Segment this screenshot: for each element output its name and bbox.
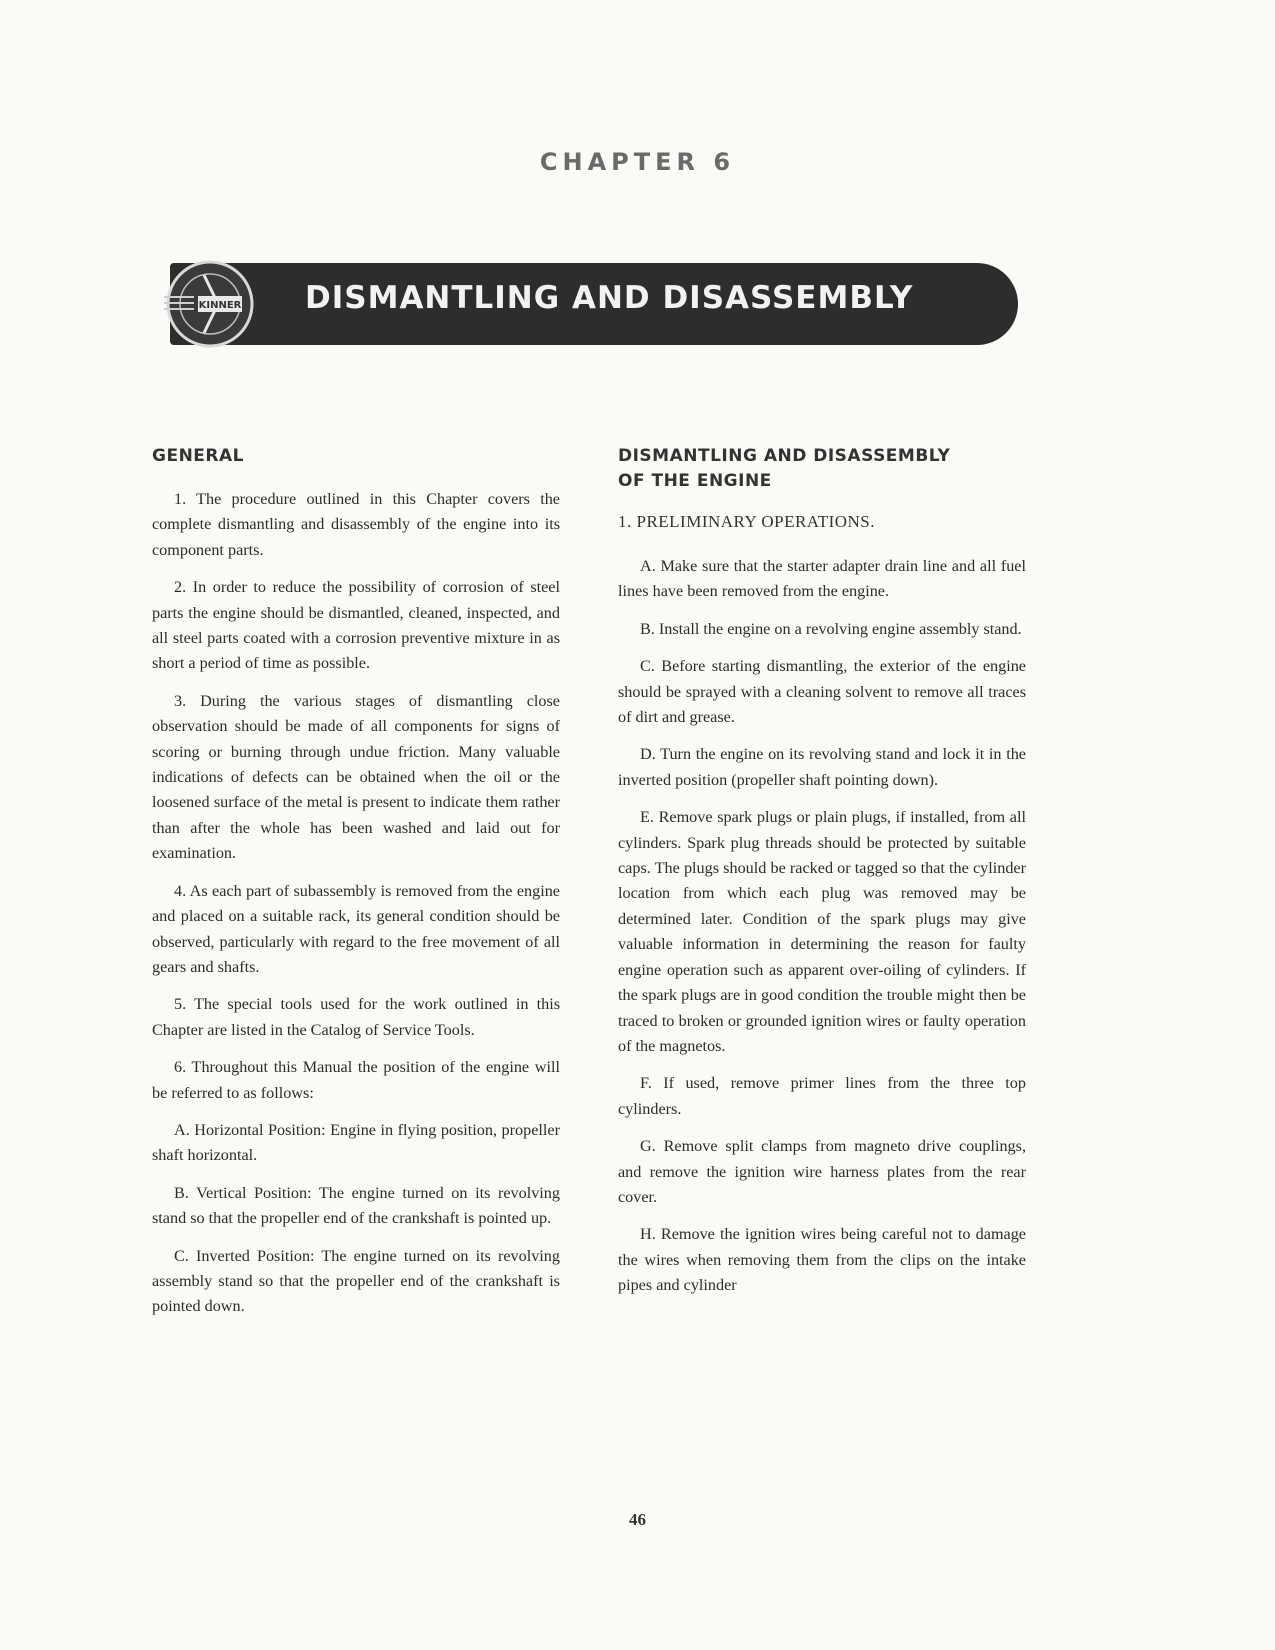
page-number: 46 (629, 1510, 646, 1529)
logo-text: KINNER (198, 300, 242, 311)
paragraph: 5. The special tools used for the work outlined in this Chapter are listed in the Catalog of Service Tools. (152, 995, 560, 1039)
step-item: E. Remove spark plugs or plain plugs, if installed, from all cylinders. Spark plug threads should be protected by suitable caps. The plugs should be racked or tagged so that the cylinder location from which each plug was removed may be determined later. Condition of the spark plugs may give valuable information in determining the reason for faulty engine operation such as apparent over-oiling of cylinders. If the spark plugs are in good condition the trouble might then be traced to broken or grounded ignition wires or faulty operation of the magnetos. (618, 808, 1026, 1055)
step-item: H. Remove the ignition wires being careful not to damage the wires when removing them from the clips on the intake pipes and cylinder (618, 1225, 1026, 1295)
heading-line: OF THE ENGINE (618, 471, 772, 491)
left-column (152, 444, 560, 1332)
section-heading-general: GENERAL (152, 446, 244, 466)
chapter-label: CHAPTER 6 (539, 148, 736, 176)
heading-line: DISMANTLING AND DISASSEMBLY (618, 446, 951, 466)
position-item: B. Vertical Position: The engine turned on its revolving stand so that the propeller end of the crankshaft is pointed up. (152, 1183, 560, 1228)
step-item: B. Install the engine on a revolving engine assembly stand. (640, 619, 1022, 638)
paragraph: 6. Throughout this Manual the position of the engine will be referred to as follows: (152, 1058, 560, 1102)
step-item: D. Turn the engine on its revolving stand and lock it in the inverted position (propeller shaft pointing down). (618, 745, 1026, 789)
section-heading-dismantling (618, 444, 1026, 494)
paragraph: 4. As each part of subassembly is removed from the engine and placed on a suitable rack, its general condition should be observed, particularly with regard to the free movement of all gears and shafts. (152, 881, 560, 976)
paragraph: 2. In order to reduce the possibility of corrosion of steel parts the engine should be dismantled, cleaned, inspected, and all steel parts coated with a corrosion preventive mixture in as short a period of time as possible. (152, 578, 560, 673)
position-item: A. Horizontal Position: Engine in flying position, propeller shaft horizontal. (152, 1120, 560, 1165)
chapter-title: DISMANTLING AND DISASSEMBLY (305, 280, 914, 316)
step-item: C. Before starting dismantling, the exterior of the engine should be sprayed with a cleaning solvent to remove all traces of dirt and grease. (618, 657, 1026, 727)
step-item: F. If used, remove primer lines from the three top cylinders. (618, 1074, 1026, 1118)
chapter-title-banner (170, 263, 1018, 345)
kinner-logo-icon (164, 259, 256, 349)
subheading-preliminary: 1. PRELIMINARY OPERATIONS. (618, 512, 876, 531)
position-item: C. Inverted Position: The engine turned on its revolving assembly stand so that the propeller end of the crankshaft is pointed down. (152, 1246, 560, 1316)
paragraph: 3. During the various stages of dismantling close observation should be made of all components for signs of scoring or burning through undue friction. Many valuable indications of defects can be obtained when the oil or the loosened surface of the metal is present to indicate them rather than after the whole has been washed and laid out for examination. (152, 691, 560, 863)
paragraph: 1. The procedure outlined in this Chapter covers the complete dismantling and disassembly of the engine into its component parts. (152, 490, 560, 559)
step-item: A. Make sure that the starter adapter drain line and all fuel lines have been removed from the engine. (618, 557, 1026, 601)
step-item: G. Remove split clamps from magneto drive couplings, and remove the ignition wire harness plates from the rear cover. (618, 1137, 1026, 1206)
right-column (618, 444, 1026, 1311)
